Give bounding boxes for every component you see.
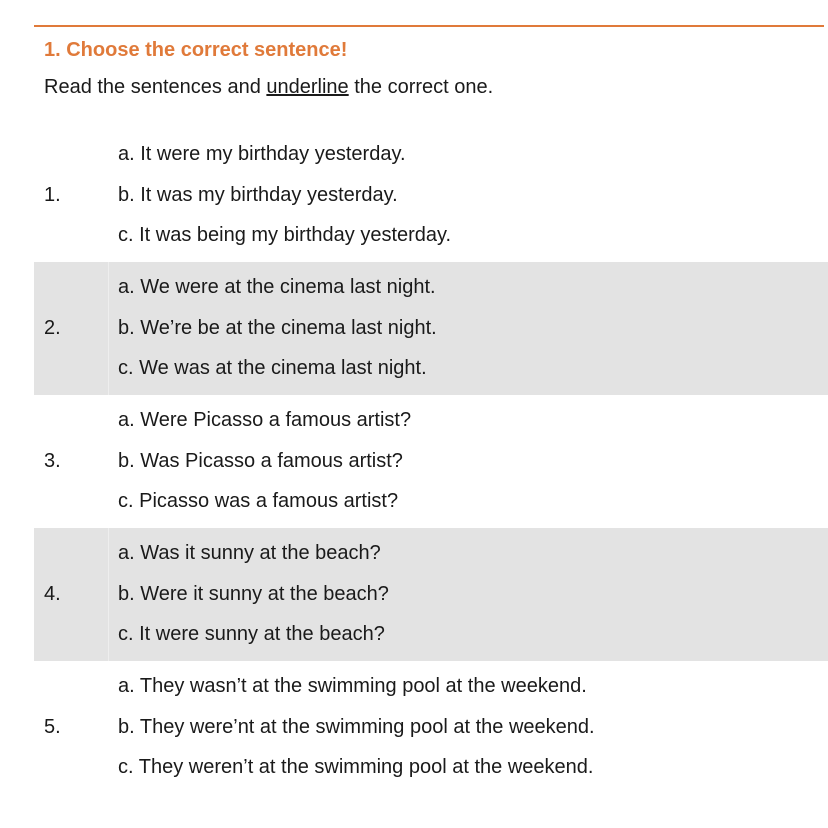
- option-a[interactable]: a. It were my birthday yesterday.: [118, 143, 406, 165]
- question-5: [34, 661, 828, 794]
- option-b[interactable]: b. We’re be at the cinema last night.: [118, 317, 437, 339]
- exercise-title: 1. Choose the correct sentence!: [44, 39, 348, 61]
- option-a[interactable]: a. We were at the cinema last night.: [118, 276, 436, 298]
- option-a[interactable]: a. Was it sunny at the beach?: [118, 542, 381, 564]
- question-1: [34, 129, 828, 262]
- exercise-instruction: [44, 76, 493, 99]
- question-3: [34, 395, 828, 528]
- option-b[interactable]: b. It was my birthday yesterday.: [118, 184, 398, 206]
- question-number: 3.: [44, 450, 61, 472]
- option-a[interactable]: a. They wasn’t at the swimming pool at the weekend.: [118, 675, 587, 697]
- question-number: 1.: [44, 184, 61, 206]
- option-c[interactable]: c. We was at the cinema last night.: [118, 357, 427, 379]
- option-b[interactable]: b. They were’nt at the swimming pool at the weekend.: [118, 716, 595, 738]
- question-number: 2.: [44, 317, 61, 339]
- option-b[interactable]: b. Was Picasso a famous artist?: [118, 450, 403, 472]
- option-c[interactable]: c. They weren’t at the swimming pool at the weekend.: [118, 756, 594, 778]
- question-number: 4.: [44, 583, 61, 605]
- question-number: 5.: [44, 716, 61, 738]
- instruction-underlined-word: underline: [266, 76, 349, 98]
- question-2: [34, 262, 828, 395]
- option-b[interactable]: b. Were it sunny at the beach?: [118, 583, 389, 605]
- option-c[interactable]: c. Picasso was a famous artist?: [118, 490, 399, 512]
- option-c[interactable]: c. It were sunny at the beach?: [118, 623, 385, 645]
- instruction-text-start: Read the sentences and: [44, 76, 267, 98]
- instruction-text-end: the correct one.: [348, 76, 494, 98]
- option-a[interactable]: a. Were Picasso a famous artist?: [118, 409, 412, 431]
- option-c[interactable]: c. It was being my birthday yesterday.: [118, 224, 452, 246]
- question-4: [34, 528, 828, 661]
- top-divider: [34, 25, 824, 27]
- question-list: [34, 129, 828, 794]
